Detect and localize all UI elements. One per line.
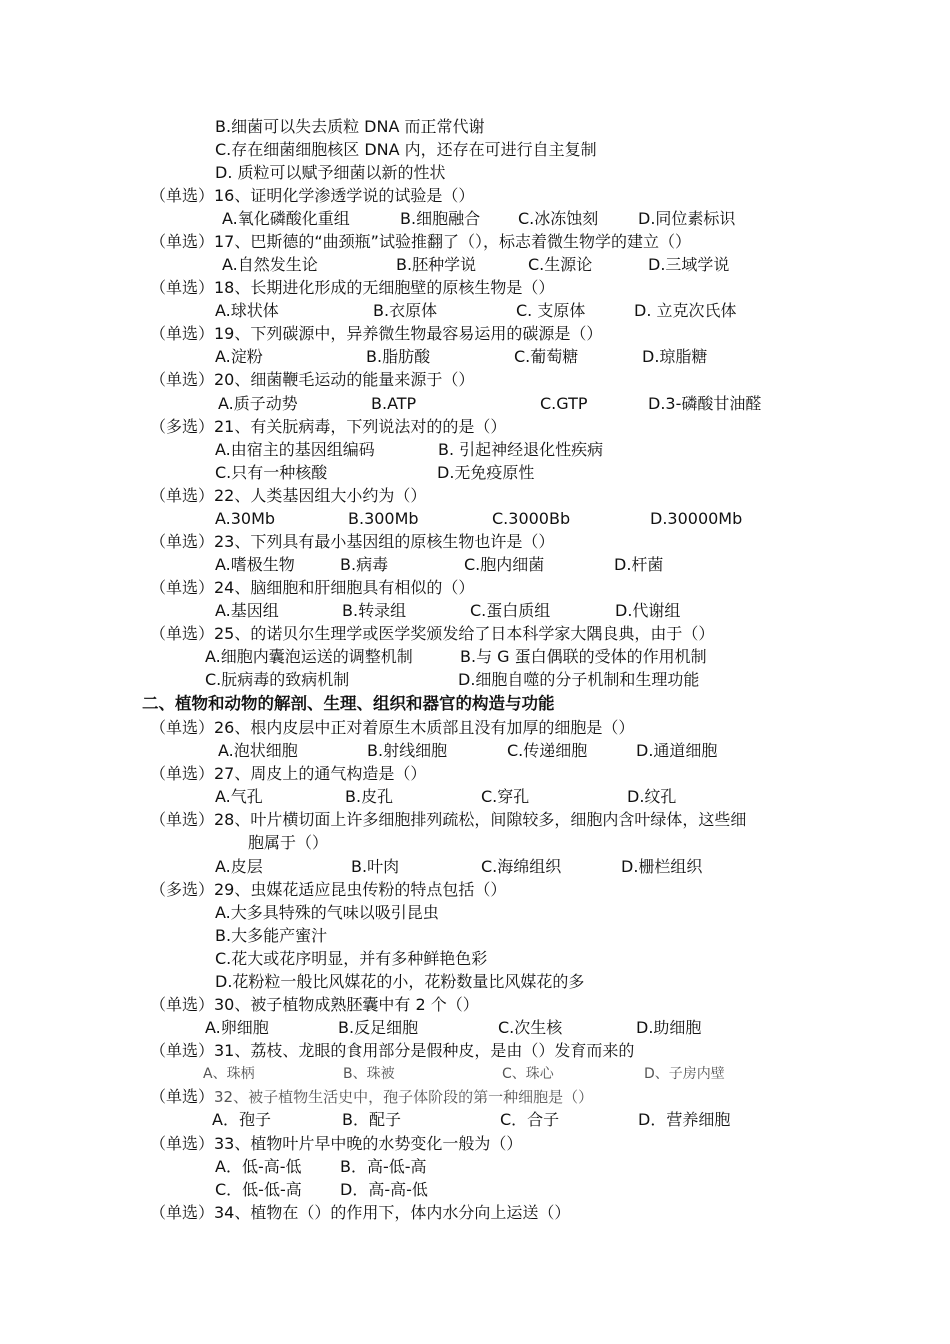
option: C.生源论 [528,255,593,274]
question-32-stem: 32、被子植物生活史中，孢子体阶段的第一种细胞是（） [214,1088,594,1106]
option: A.由宿主的基因组编码 [215,440,375,459]
option: B.叶肉 [351,857,400,876]
option: D.杆菌 [614,555,664,574]
option: A.嗜极生物 [215,555,295,574]
option: A.卵细胞 [205,1018,269,1037]
question-18-stem: （单选）18、长期进化形成的无细胞壁的原核生物是（） [150,278,555,297]
option: B.与 G 蛋白偶联的受体的作用机制 [460,647,707,666]
option: C.3000Bb [492,509,571,528]
option: A．低-高-低 [215,1157,302,1176]
option: A.氧化磷酸化重组 [222,209,350,228]
option: B．配子 [342,1110,401,1129]
option: A.自然发生论 [222,255,318,274]
option: C.冰冻蚀刻 [518,209,599,228]
option: C.海绵组织 [481,857,562,876]
option: C.GTP [540,394,588,413]
option: A．孢子 [212,1110,271,1129]
question-32-label: （单选） [150,1087,215,1106]
option: A.皮层 [215,857,263,876]
option: B.转录组 [342,601,407,620]
option: A.细胞内囊泡运送的调整机制 [205,647,413,666]
option: A.30Mb [215,509,276,528]
option: D. 立克次氏体 [634,301,737,320]
question-22-stem: （单选）22、人类基因组大小约为（） [150,486,427,505]
question-20-stem: （单选）20、细菌鞭毛运动的能量来源于（） [150,370,475,389]
option: D.通道细胞 [636,741,718,760]
option: B.胚种学说 [396,255,477,274]
option: A.气孔 [215,787,263,806]
option: B.皮孔 [345,787,394,806]
option: A.基因组 [215,601,279,620]
question-30-stem: （单选）30、被子植物成熟胚囊中有 2 个（） [150,995,479,1014]
question-24-stem: （单选）24、脑细胞和肝细胞具有相似的（） [150,578,475,597]
option: B．高-低-高 [340,1157,427,1176]
option: A.泡状细胞 [218,741,298,760]
option: C．合子 [500,1110,560,1129]
option: D.无免疫原性 [437,463,535,482]
option: A.淀粉 [215,347,263,366]
option: C.传递细胞 [507,741,588,760]
question-29-option-c: C.花大或花序明显，并有多种鲜艳色彩 [215,949,488,968]
prev-option-b: B.细菌可以失去质粒 DNA 而正常代谢 [215,117,485,136]
question-33-stem: （单选）33、植物叶片早中晚的水势变化一般为（） [150,1134,523,1153]
question-23-stem: （单选）23、下列具有最小基因组的原核生物也许是（） [150,532,555,551]
question-29-option-b: B.大多能产蜜汁 [215,926,328,945]
question-29-option-d: D.花粉粒一般比风媒花的小，花粉数量比风媒花的多 [215,972,585,991]
option: D.纹孔 [627,787,677,806]
option: A.球状体 [215,301,279,320]
option: A.质子动势 [218,394,298,413]
question-25-stem: （单选）25、的诺贝尔生理学或医学奖颁发给了日本科学家大隅良典，由于（） [150,624,715,643]
option: D.代谢组 [615,601,681,620]
option: B.300Mb [348,509,419,528]
option: B.反足细胞 [338,1018,419,1037]
question-28-stem: （单选）28、叶片横切面上许多细胞排列疏松，间隙较多，细胞内含叶绿体，这些细 [150,810,747,829]
question-29-stem: （多选）29、虫媒花适应昆虫传粉的特点包括（） [150,880,507,899]
option: D.助细胞 [636,1018,702,1037]
option: C.胞内细菌 [464,555,545,574]
question-19-stem: （单选）19、下列碳源中，异养微生物最容易运用的碳源是（） [150,324,603,343]
option: C.朊病毒的致病机制 [205,670,350,689]
option: C. 支原体 [516,301,586,320]
option: D．营养细胞 [638,1110,731,1129]
option: D.3-磷酸甘油醛 [648,394,762,413]
option: C.穿孔 [481,787,530,806]
question-29-option-a: A.大多具特殊的气味以吸引昆虫 [215,903,439,922]
option: C．低-低-高 [215,1180,302,1199]
option: D.三域学说 [648,255,730,274]
option: C.蛋白质组 [470,601,551,620]
option: D.栅栏组织 [621,857,703,876]
option: B、珠被 [343,1066,395,1082]
prev-option-c: C.存在细菌细胞核区 DNA 内，还存在可进行自主复制 [215,140,597,159]
question-34-stem: （单选）34、植物在（）的作用下，体内水分向上运送（） [150,1203,571,1222]
option: C、珠心 [502,1066,554,1082]
prev-option-d: D. 质粒可以赋予细菌以新的性状 [215,163,446,182]
option: A、珠柄 [203,1066,255,1082]
option: B. 引起神经退化性疾病 [438,440,604,459]
question-28-stem-continued: 胞属于（） [248,833,329,852]
question-16-stem: （单选）16、证明化学渗透学说的试验是（） [150,186,475,205]
question-21-stem: （多选）21、有关朊病毒，下列说法对的的是（） [150,417,507,436]
option: D.细胞自噬的分子机制和生理功能 [458,670,700,689]
option: B.射线细胞 [367,741,448,760]
question-26-stem: （单选）26、根内皮层中正对着原生木质部且没有加厚的细胞是（） [150,718,635,737]
option: B.脂肪酸 [366,347,431,366]
option: C.只有一种核酸 [215,463,328,482]
option: B.衣原体 [373,301,438,320]
section-heading: 二、植物和动物的解剖、生理、组织和器官的构造与功能 [142,694,555,713]
question-27-stem: （单选）27、周皮上的通气构造是（） [150,764,427,783]
question-17-stem: （单选）17、巴斯德的“曲颈瓶”试验推翻了（），标志着微生物学的建立（） [150,232,691,251]
option: B.病毒 [340,555,389,574]
option: C.次生核 [498,1018,563,1037]
option: B.细胞融合 [400,209,481,228]
option: D.琼脂糖 [642,347,708,366]
option: D.30000Mb [650,509,743,528]
option: B.ATP [371,394,417,413]
option: D、子房内壁 [644,1066,725,1082]
option: D．高-高-低 [340,1180,428,1199]
question-31-stem: （单选）31、荔枝、龙眼的食用部分是假种皮，是由（）发育而来的 [150,1041,635,1060]
option: C.葡萄糖 [514,347,579,366]
option: D.同位素标识 [638,209,736,228]
